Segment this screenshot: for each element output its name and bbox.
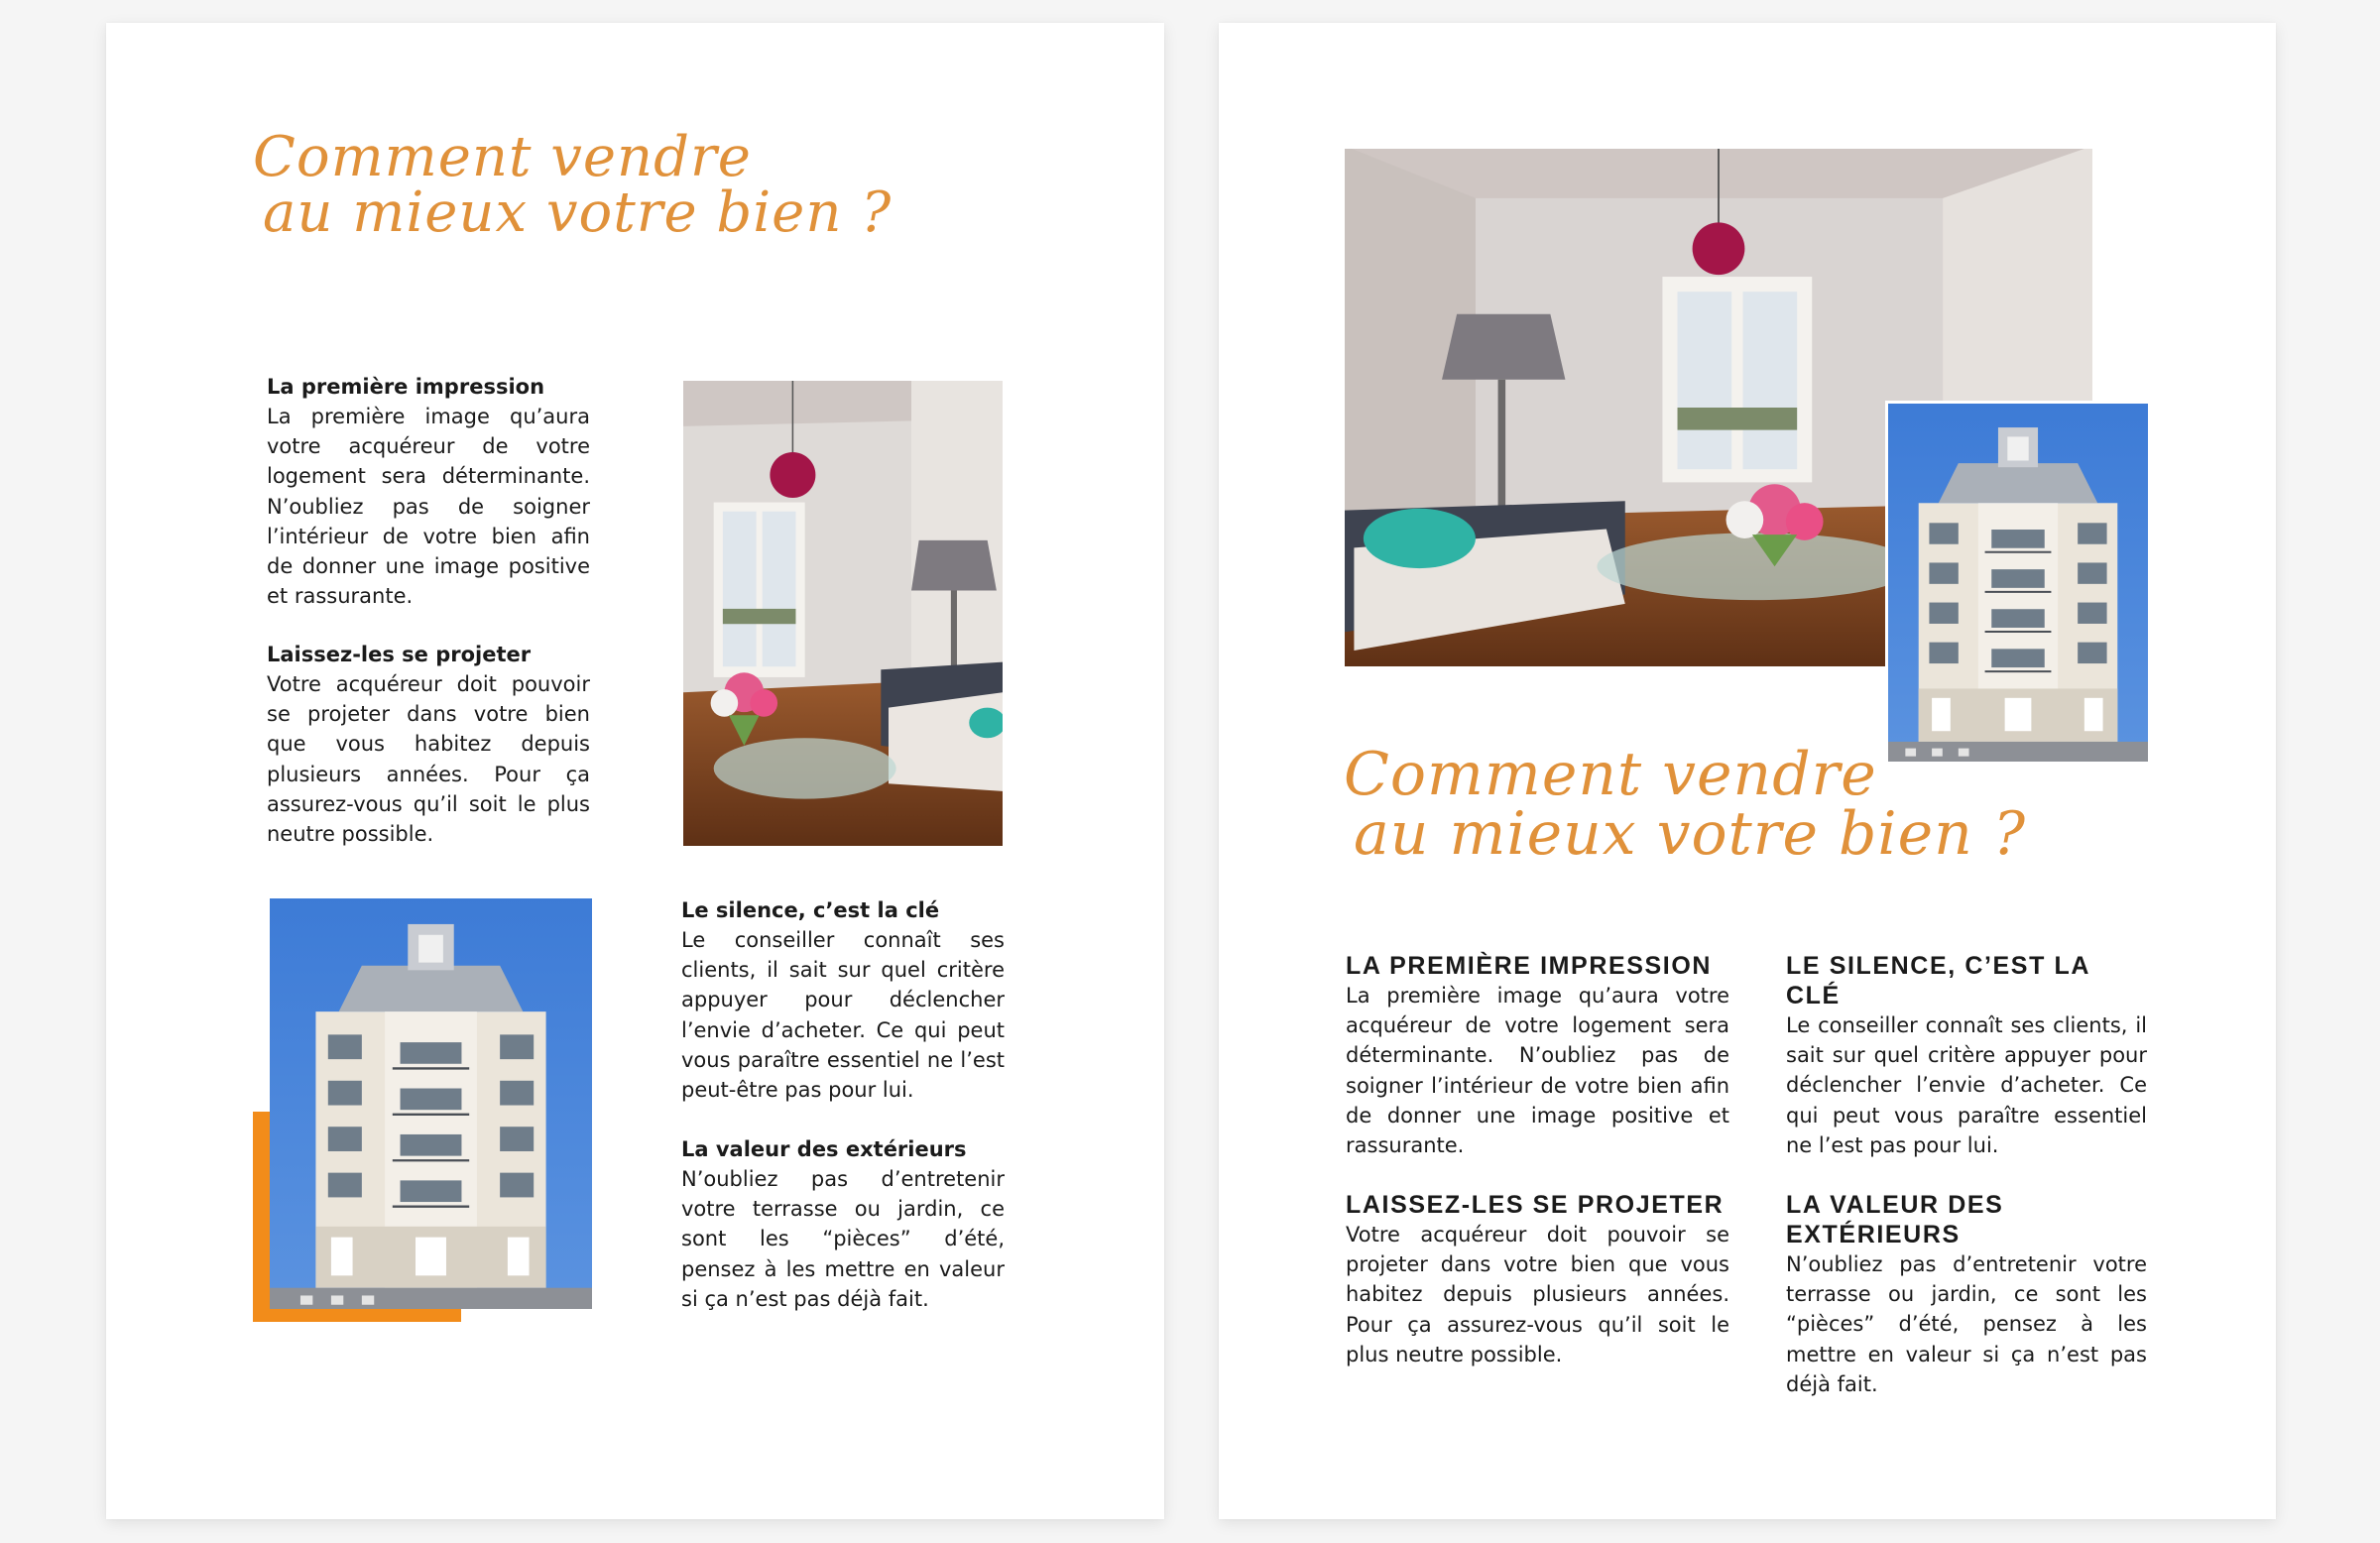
title-line-2: au mieux votre bien ? <box>263 180 892 245</box>
section-body: Votre acquéreur doit pouvoir se projeter dans votre bien que vous habitez depuis plusieurs années. Pour ça assurez-vous qu’il soit le plus neutre possible. <box>267 672 590 847</box>
section-heading: LE SILENCE, C’EST LA CLÉ <box>1786 952 2090 1009</box>
section-heading: Le silence, c’est la clé <box>681 898 940 922</box>
section-body: La première image qu’aura votre acquéreur de votre logement sera déterminante. N’oubliez pas de soigner l’intérieur de votre bien afin de donner une image positive et rassurante. <box>1346 984 1729 1158</box>
section-body: Le conseiller connaît ses clients, il sait sur quel critère appuyer pour déclencher l’envie d’acheter. Ce qui peut vous paraître essentiel ne l’est pas pour lui. <box>1786 1013 2147 1157</box>
section-premiere-impression <box>1346 951 1729 1160</box>
section-valeur-exterieurs <box>1786 1190 2147 1399</box>
section-body: Votre acquéreur doit pouvoir se projeter dans votre bien que vous habitez depuis plusieurs années. Pour ça assurez-vous qu’il soit le plus neutre possible. <box>1346 1223 1729 1366</box>
section-valeur-exterieurs <box>681 1134 1005 1314</box>
section-heading: La valeur des extérieurs <box>681 1137 967 1161</box>
section-body: N’oubliez pas d’entretenir votre terrasse ou jardin, ce sont les “pièces” d’été, pensez à les mettre en valeur si ça n’est pas déjà fait. <box>681 1167 1005 1311</box>
right-page <box>1219 23 2276 1519</box>
section-heading: La première impression <box>267 375 545 399</box>
section-heading: LAISSEZ-LES SE PROJETER <box>1346 1191 1725 1219</box>
page-title <box>1344 740 2027 869</box>
left-page <box>106 23 1164 1519</box>
building-photo <box>1888 404 2148 762</box>
page-title <box>253 125 892 245</box>
section-laissez-les-se-projeter <box>1346 1190 1729 1369</box>
title-line-1: Comment vendre <box>253 125 752 189</box>
section-silence <box>1786 951 2147 1160</box>
section-heading: Laissez-les se projeter <box>267 643 532 666</box>
section-body: N’oubliez pas d’entretenir votre terrasse ou jardin, ce sont les “pièces” d’été, pensez à les mettre en valeur si ça n’est pas déjà fait. <box>1786 1252 2147 1396</box>
section-body: Le conseiller connaît ses clients, il sait sur quel critère appuyer pour déclencher l’envie d’acheter. Ce qui peut vous paraître essentiel ne l’est peut-être pas pour lui. <box>681 928 1005 1103</box>
title-line-1: Comment vendre <box>1344 740 1877 809</box>
section-laissez-les-se-projeter <box>267 640 590 849</box>
title-line-2: au mieux votre bien ? <box>1354 799 2027 869</box>
section-heading: LA VALEUR DES EXTÉRIEURS <box>1786 1191 2004 1248</box>
section-body: La première image qu’aura votre acquéreur de votre logement sera déterminante. N’oubliez pas de soigner l’intérieur de votre bien afin de donner une image positive et rassurante. <box>267 405 590 609</box>
living-room-photo <box>683 381 1003 846</box>
building-photo <box>270 898 592 1309</box>
section-premiere-impression <box>267 372 590 611</box>
section-heading: LA PREMIÈRE IMPRESSION <box>1346 952 1713 980</box>
section-silence <box>681 895 1005 1105</box>
